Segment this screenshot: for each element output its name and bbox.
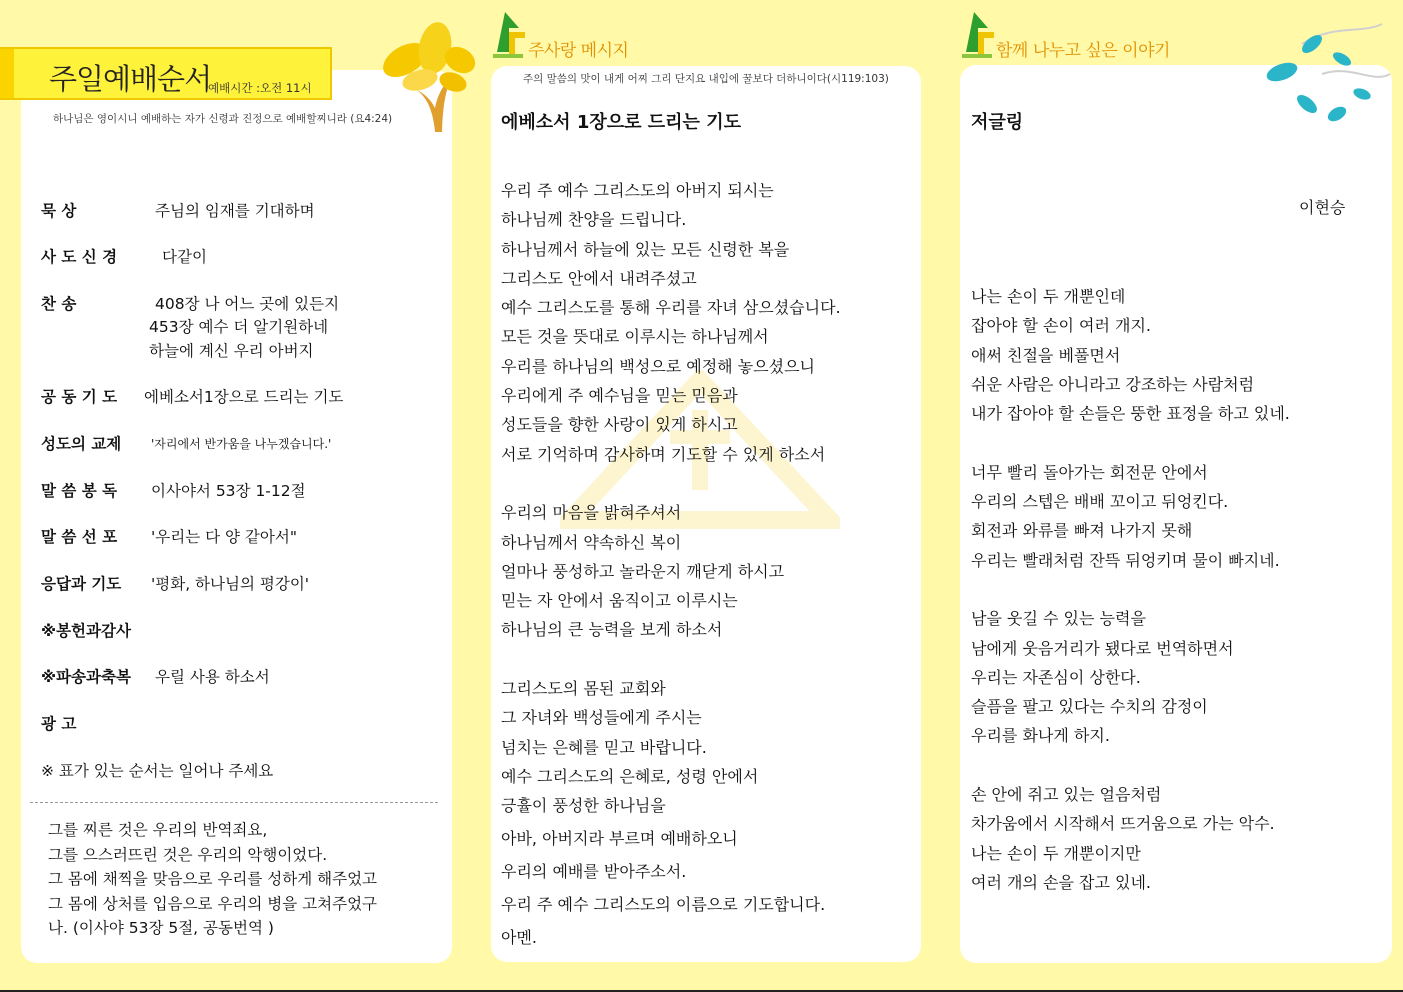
essay-title: 저글링 [971, 112, 1024, 133]
section-header-message: 주사랑 메시지 [528, 41, 629, 61]
church-logo-icon [491, 12, 527, 58]
divider [30, 802, 438, 803]
message-subverse: 주의 말씀의 맛이 내게 어찌 그리 단지요 내입에 꿀보다 더하니이다(시119:103) [523, 73, 889, 85]
church-logo-icon [960, 12, 996, 58]
bulletin-page: 주일예배순서 예배시간 :오전 11시 하나님은 영이시니 예배하는 자가 신령과 진정으로 예배할찌니라 (요4:24) 묵 상 주님의 임재를 기대하며 사 도 신 경 다같이 찬 송 408장 나 어느 곳에 있든지 453장 예수 더 알기원하네 하늘에 계신 우리 아버지 공 동 기 도 에베소서1장으로 드리는 기도 성도의 교제 '자리에서 반가움을 나누겠습니다.' 말 씀 봉 독 이사야서 53장 1-12절 말 씀 선 포 '우리는 다 양 같아서" 응답과 기도 '평화, 하나님의 평강이' ※봉헌과감사 ※파송과축복 우릴 사용 하소서 광 고 ※ 표가 있는 순서는 일어나 주세요 그를 찌른 것은 우리의 반역죄요, 그를 으스러뜨린 것은 우리의 악행이었다. 그 몸에 채찍을 맞음으로 우리를 성하게 해주었고 그 몸에 상처를 입음으로 우리의 병을 고쳐주었구 나. (이사야 53장 5절, 공동번역 ) 주사랑 메시지 주의 말씀의 맛이 내게 어찌 그리 단지요 내입에 꿀보다 더하니이다(시119:103) 에베소서 1장으로 드리는 기도 우리 주 예수 그리스도의 아버지 되시는 하나님께 찬양을 드립니다. 하나님께서 하늘에 있는 모든 신령한 복을 그리스도 안에서 내려주셨고 예수 그리스도를 통해 우리를 자녀 삼으셨습니다. 모든 것을 뜻대로 이루시는 하나님께서 우리를 하나님의 백성으로 예정해 놓으셨으니 우리에게 주 예수님을 믿는 믿음과 성도들을 향한 사랑이 있게 하시고 서로 기억하며 감사하며 기도할 수 있게 하소서 우리의 마음을 밝혀주셔서 하나님께서 약속하신 복이 얼마나 풍성하고 놀라운지 깨닫게 하시고 믿는 자 안에서 움직이고 이루시는 하나님의 큰 능력을 보게 하소서 그리스도의 몸된 교회와 그 자녀와 백성들에게 주시는 넘치는 은혜를 믿고 바랍니다. 예수 그리스도의 은혜로, 성령 안에서 긍휼이 풍성한 하나님을 아바, 아버지라 부르며 예배하오니 우리의 예배를 받아주소서. 우리 주 예수 그리스도의 이름으로 기도합니다. 아멘. 함께 나누고 싶은 이야기 저글링 이현승 나는 손이 두 개뿐인데 잡아야 할 손이 여러 개지. 애써 친절을 베풀면서 쉬운 사람은 아니라고 강조하는 사람처럼 내가 잡아야 할 손들은 뚱한 표정을 하고 있네. 너무 빨리 돌아가는 회전문 안에서 우리의 스텝은 배배 꼬이고 뒤엉킨다. 회전과 와류를 빠져 나가지 못해 우리는 빨래처럼 잔뜩 뒤엉키며 물이 빠지네. 남을 웃길 수 있는 능력을 남에게 웃음거리가 됐다로 번역하면서 우리는 자존심이 상한다. 슬픔을 팔고 있다는 수치의 감정이 우리를 화나게 하지. 손 안에 쥐고 있는 얼음처럼 차가움에서 시작해서 뜨거움으로 가는 악수. 나는 손이 두 개뿐이지만 여러 개의 손을 잡고 있네. [0, 0, 1403, 992]
service-time: 예배시간 :오전 11시 [208, 81, 312, 95]
section-header-story: 함께 나누고 싶은 이야기 [996, 41, 1170, 61]
title-verse: 하나님은 영이시니 예배하는 자가 신령과 진정으로 예배할찌니라 (요4:24) [53, 113, 393, 125]
yellow-tree-icon [365, 20, 480, 132]
prayer-title: 에베소서 1장으로 드리는 기도 [501, 112, 741, 133]
essay-text: 나는 손이 두 개뿐인데 잡아야 할 손이 여러 개지. 애써 친절을 베풀면서 쉬운 사람은 아니라고 강조하는 사람처럼 내가 잡아야 할 손들은 뚱한 표정을 하고 있네. 너무 빨리 돌아가는 회전문 안에서 우리의 스텝은 배배 꼬이고 뒤엉킨다. 회전과 와류를 빠져 나가지 못해 우리는 빨래처럼 잔뜩 뒤엉키며 물이 빠지네. 남을 웃길 수 있는 능력을 남에게 웃음거리가 됐다로 번역하면서 우리는 자존심이 상한다. 슬픔을 팔고 있다는 수치의 감정이 우리를 화나게 하지. 손 안에 쥐고 있는 얼음처럼 차가움에서 시작해서 뜨거움으로 가는 악수. 나는 손이 두 개뿐이지만 여러 개의 손을 잡고 있네. [971, 287, 1290, 892]
page-title: 주일예배순서 [49, 62, 212, 96]
scripture-quote: 그를 찌른 것은 우리의 반역죄요, 그를 으스러뜨린 것은 우리의 악행이었다. 그 몸에 채찍을 맞음으로 우리를 성하게 해주었고 그 몸에 상처를 입음으로 우리의 병을 고쳐주었구 나. (이사야 53장 5절, 공동번역 ) [48, 821, 378, 937]
teal-leaves-icon [1262, 14, 1398, 134]
essay-author: 이현승 [1299, 198, 1346, 217]
prayer-text: 우리 주 예수 그리스도의 아버지 되시는 하나님께 찬양을 드립니다. 하나님께서 하늘에 있는 모든 신령한 복을 그리스도 안에서 내려주셨고 예수 그리스도를 통해 우리를 자녀 삼으셨습니다. 모든 것을 뜻대로 이루시는 하나님께서 우리를 하나님의 백성으로 예정해 놓으셨으니 우리에게 주 예수님을 믿는 믿음과 성도들을 향한 사랑이 있게 하시고 서로 기억하며 감사하며 기도할 수 있게 하소서 우리의 마음을 밝혀주셔서 하나님께서 약속하신 복이 얼마나 풍성하고 놀라운지 깨닫게 하시고 믿는 자 안에서 움직이고 이루시는 하나님의 큰 능력을 보게 하소서 그리스도의 몸된 교회와 그 자녀와 백성들에게 주시는 넘치는 은혜를 믿고 바랍니다. 예수 그리스도의 은혜로, 성령 안에서 긍휼이 풍성한 하나님을 아바, 아버지라 부르며 예배하오니 우리의 예배를 받아주소서. 우리 주 예수 그리스도의 이름으로 기도합니다. 아멘. [501, 181, 841, 948]
